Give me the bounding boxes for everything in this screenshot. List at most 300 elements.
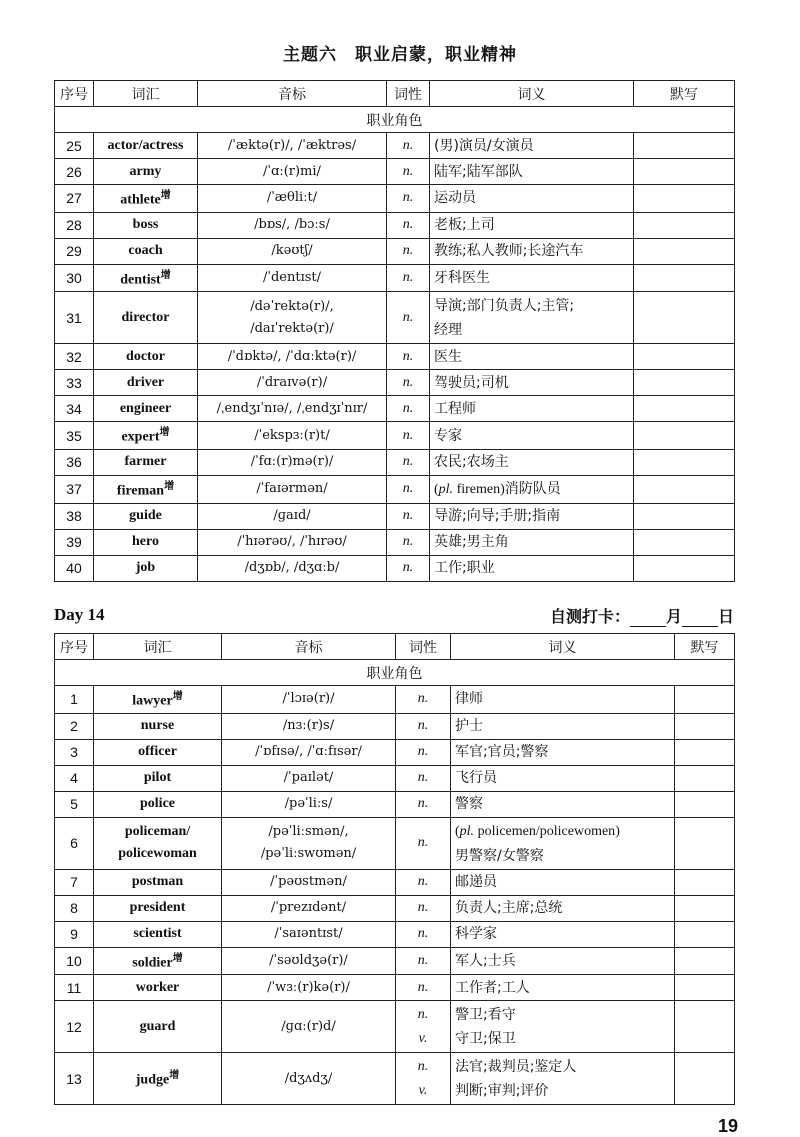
header-row (55, 634, 735, 660)
table-body-1 (55, 107, 735, 582)
meaning: 负责人;主席;总统 (455, 900, 563, 917)
phonetic-cell (222, 791, 396, 817)
pos-cell (387, 159, 430, 185)
meaning: 律师 (455, 691, 483, 708)
meaning-cell (451, 765, 675, 791)
phonetic: /ˈdraɪvə(r)/ (256, 374, 328, 390)
table-body-2 (55, 660, 735, 1105)
header-row (55, 81, 735, 107)
phonetic-cell (198, 422, 387, 450)
meaning-cell (451, 739, 675, 765)
vocab-word: worker (135, 979, 180, 995)
table-row (55, 344, 735, 370)
meaning-cell (451, 817, 675, 869)
dictation-blank[interactable] (675, 947, 735, 975)
pos-cell (387, 238, 430, 264)
meaning-cell (451, 1053, 675, 1105)
pos-cell (396, 975, 451, 1001)
phonetic: /ˈsəʊldʒə(r)/ (269, 952, 348, 968)
phonetic-cell (222, 1001, 396, 1053)
phonetic-cell (198, 292, 387, 344)
phonetic: /pəˈliːs/ (284, 796, 333, 812)
meaning-cell (430, 396, 634, 422)
header-word: 词汇 (94, 81, 198, 107)
word-cell (94, 947, 222, 975)
phonetic-cell (198, 344, 387, 370)
meaning: 工程师 (434, 400, 476, 417)
word-cell (94, 895, 222, 921)
pos-cell (387, 344, 430, 370)
table-row (55, 475, 735, 503)
dictation-blank[interactable] (634, 370, 735, 396)
added-word-tag: 增 (159, 427, 170, 439)
row-number: 34 (55, 396, 94, 422)
table-row (55, 396, 735, 422)
phonetic-cell (198, 159, 387, 185)
dictation-blank[interactable] (634, 238, 735, 264)
vocab-word: army (129, 163, 162, 179)
vocab-word: postman (131, 874, 184, 890)
table-row (55, 1053, 735, 1105)
pos-cell (387, 555, 430, 581)
meaning-cell (430, 475, 634, 503)
part-of-speech: n. (402, 427, 414, 443)
added-word-tag: 增 (169, 1070, 180, 1082)
word-cell (94, 686, 222, 714)
table-row (55, 921, 735, 947)
meaning-cell (430, 344, 634, 370)
meaning: 护士 (455, 718, 483, 735)
vocab-table-2 (54, 633, 735, 1105)
dictation-blank[interactable] (675, 791, 735, 817)
part-of-speech: n. (402, 190, 414, 206)
word-cell (94, 159, 198, 185)
phonetic: /ˈhɪərəʊ/, /ˈhɪrəʊ/ (237, 534, 347, 550)
phonetic: /ɡaɪd/ (273, 508, 311, 524)
row-number: 6 (55, 817, 94, 869)
phonetic-cell (222, 869, 396, 895)
phonetic-cell (222, 947, 396, 975)
section-label: 职业角色 (55, 107, 735, 133)
vocab-word: soldier (132, 955, 173, 971)
vocab-word: fireman (116, 483, 165, 499)
meaning: 飞行员 (455, 770, 497, 787)
pos-cell (387, 292, 430, 344)
meaning: 教练;私人教师;长途汽车 (434, 243, 584, 260)
dictation-blank[interactable] (675, 713, 735, 739)
table-row (55, 555, 735, 581)
part-of-speech: n. (402, 400, 414, 416)
meaning: 专家 (434, 427, 462, 444)
vocab-word: coach (128, 243, 163, 259)
dictation-blank[interactable] (634, 344, 735, 370)
meaning: 工作者;工人 (455, 979, 530, 996)
vocab-word: farmer (124, 454, 167, 470)
phonetic-cell (222, 975, 396, 1001)
meaning-cell (430, 292, 634, 344)
phonetic: /ˈpəʊstmən/ (270, 874, 347, 890)
meaning: 军官;官员;警察 (455, 744, 549, 761)
phonetic: /ˈprezɪdənt/ (270, 900, 347, 916)
vocab-word: nurse (140, 718, 175, 734)
part-of-speech: n. (417, 835, 429, 851)
pos-cell (396, 713, 451, 739)
pos-cell (387, 422, 430, 450)
dictation-blank[interactable] (675, 975, 735, 1001)
row-number: 36 (55, 449, 94, 475)
phonetic-cell (198, 133, 387, 159)
month-blank[interactable] (630, 610, 666, 627)
dictation-blank[interactable] (634, 264, 735, 292)
dictation-blank[interactable] (634, 185, 735, 213)
row-number: 32 (55, 344, 94, 370)
meaning-cell (430, 503, 634, 529)
meaning-cell (430, 264, 634, 292)
part-of-speech: n. (402, 508, 414, 524)
pos-cell (396, 1053, 451, 1105)
table-row (55, 212, 735, 238)
word-cell (94, 133, 198, 159)
meaning-cell (430, 159, 634, 185)
pos-cell (387, 529, 430, 555)
part-of-speech: n. (402, 137, 414, 153)
phonetic: /ˈæktə(r)/, /ˈæktrəs/ (227, 137, 357, 153)
row-number: 8 (55, 895, 94, 921)
pos-cell (396, 947, 451, 975)
meaning: 医生 (434, 348, 462, 365)
row-number: 38 (55, 503, 94, 529)
meaning: (男)演员/女演员 (434, 137, 534, 154)
phonetic: /ˈæθliːt/ (266, 190, 318, 206)
table-row (55, 947, 735, 975)
word-cell (94, 292, 198, 344)
table-row (55, 975, 735, 1001)
dictation-blank[interactable] (675, 895, 735, 921)
dictation-blank[interactable] (634, 292, 735, 344)
phonetic: /ˈlɔɪə(r)/ (282, 691, 335, 707)
row-number: 40 (55, 555, 94, 581)
phonetic-cell (198, 529, 387, 555)
part-of-speech: n. (417, 718, 429, 734)
meaning-cell (451, 869, 675, 895)
dictation-blank[interactable] (634, 503, 735, 529)
plural-abbr: pl. (459, 823, 475, 839)
row-number: 35 (55, 422, 94, 450)
vocab-word: pilot (143, 770, 172, 786)
table-row (55, 1001, 735, 1053)
table-row (55, 686, 735, 714)
word-cell (94, 975, 222, 1001)
dictation-blank[interactable] (675, 686, 735, 714)
meaning: 运动员 (434, 190, 476, 207)
row-number: 10 (55, 947, 94, 975)
vocab-word: athlete (120, 192, 161, 208)
header-no: 序号 (55, 634, 94, 660)
vocab-word: scientist (133, 926, 182, 942)
dictation-blank[interactable] (634, 212, 735, 238)
word-cell (94, 921, 222, 947)
table-row (55, 133, 735, 159)
vocab-word: actor/actress (107, 137, 184, 153)
page-number: 19 (717, 1116, 738, 1136)
phonetic-cell (222, 739, 396, 765)
meaning: 老板;上司 (434, 217, 495, 234)
meaning-cell (430, 449, 634, 475)
part-of-speech: n. (417, 1058, 429, 1074)
meaning: 消防队员 (504, 480, 561, 497)
vocab-table-1 (54, 80, 735, 582)
page-title: 主题六 职业启蒙，职业精神 (283, 45, 517, 65)
dictation-blank[interactable] (675, 1001, 735, 1053)
pos-cell (396, 739, 451, 765)
header-meaning: 词义 (430, 81, 634, 107)
pos-cell (387, 370, 430, 396)
header-word: 词汇 (94, 634, 222, 660)
row-number: 5 (55, 791, 94, 817)
plural-form: policemen/policewomen (477, 823, 616, 839)
phonetic-cell (222, 895, 396, 921)
pos-cell (396, 686, 451, 714)
word-cell (94, 713, 222, 739)
meaning: 法官;裁判员;鉴定人 (455, 1058, 577, 1075)
part-of-speech: n. (402, 560, 414, 576)
part-of-speech: n. (402, 348, 414, 364)
row-number: 30 (55, 264, 94, 292)
vocab-word: officer (138, 744, 177, 760)
row-number: 7 (55, 869, 94, 895)
dictation-blank[interactable] (675, 817, 735, 869)
pos-cell (387, 133, 430, 159)
row-number: 31 (55, 292, 94, 344)
header-ipa: 音标 (222, 634, 396, 660)
part-of-speech: n. (417, 691, 429, 707)
table-row (55, 292, 735, 344)
part-of-speech: n. (417, 926, 429, 942)
part-of-speech: n. (417, 874, 429, 890)
part-of-speech: n. (402, 534, 414, 550)
dictation-blank[interactable] (634, 529, 735, 555)
plural-note: (pl. firemen) (434, 481, 505, 497)
meaning-alt: 经理 (434, 321, 462, 338)
table-row (55, 370, 735, 396)
day-blank[interactable] (682, 610, 718, 627)
phonetic-cell (222, 765, 396, 791)
phonetic: /ˈdɒktə/, /ˈdɑːktə(r)/ (227, 348, 357, 364)
vocab-word: dentist (120, 272, 161, 288)
part-of-speech: n. (417, 770, 429, 786)
header-dictation: 默写 (675, 634, 735, 660)
word-cell (94, 555, 198, 581)
vocab-word: police (140, 796, 175, 812)
dictation-blank[interactable] (634, 422, 735, 450)
dictation-blank[interactable] (634, 159, 735, 185)
added-word-tag: 增 (172, 952, 183, 964)
table-row (55, 895, 735, 921)
pos-cell (396, 817, 451, 869)
plural-note: (pl. policemen/policewomen) (455, 823, 620, 839)
section-label: 职业角色 (55, 660, 735, 686)
meaning: 农民;农场主 (434, 454, 509, 471)
meaning: 导演;部门负责人;主管; (434, 297, 575, 314)
phonetic: /dʒʌdʒ/ (284, 1070, 333, 1086)
meaning-cell (430, 370, 634, 396)
vocab-word: director (121, 309, 170, 325)
phonetic: /ɡɑː(r)d/ (281, 1018, 336, 1034)
pos-cell (387, 185, 430, 213)
dictation-blank[interactable] (675, 765, 735, 791)
vocab-word: doctor (126, 348, 165, 364)
row-number: 3 (55, 739, 94, 765)
table-row (55, 449, 735, 475)
meaning-cell (451, 921, 675, 947)
added-word-tag: 增 (164, 480, 175, 492)
meaning: 科学家 (455, 926, 497, 943)
vocab-word: guard (139, 1018, 176, 1034)
added-word-tag: 增 (172, 691, 183, 702)
meaning: 邮递员 (455, 874, 497, 891)
word-cell (94, 765, 222, 791)
pos-cell (387, 396, 430, 422)
phonetic: /ˈekspɜː(r)t/ (254, 427, 330, 443)
word-cell (94, 739, 222, 765)
meaning-cell (451, 1001, 675, 1053)
pos-cell (387, 212, 430, 238)
table-row (55, 529, 735, 555)
phonetic: /ˌendʒɪˈnɪə/, /ˌendʒɪˈnɪr/ (216, 400, 368, 416)
meaning: 军人;士兵 (455, 952, 516, 969)
vocab-word-alt: policewoman (118, 846, 197, 862)
vocab-word: guide (129, 508, 162, 524)
meaning-cell (451, 947, 675, 975)
meaning-cell (451, 975, 675, 1001)
table-row (55, 869, 735, 895)
meaning: 英雄;男主角 (434, 534, 509, 551)
day-label: Day 14 (54, 605, 105, 624)
part-of-speech: n. (417, 796, 429, 812)
phonetic: /bɒs/, /bɔːs/ (254, 217, 330, 233)
plural-form: firemen (456, 481, 501, 497)
vocab-word: judge (135, 1073, 170, 1089)
table-row (55, 503, 735, 529)
row-number: 28 (55, 212, 94, 238)
phonetic: /ˈɑː(r)mi/ (263, 163, 321, 179)
meaning: 警察 (455, 796, 483, 813)
word-cell (94, 396, 198, 422)
meaning: 警卫;看守 (455, 1006, 516, 1023)
phonetic: /ˈwɜː(r)kə(r)/ (267, 979, 350, 995)
table-row (55, 791, 735, 817)
header-meaning: 词义 (451, 634, 675, 660)
dictation-blank[interactable] (675, 739, 735, 765)
month-label: 月 (665, 607, 682, 626)
row-number: 1 (55, 686, 94, 714)
part-of-speech: n. (417, 744, 429, 760)
word-cell (94, 503, 198, 529)
phonetic-alt: /daɪˈrektə(r)/ (250, 320, 334, 336)
phonetic-cell (198, 370, 387, 396)
phonetic: /pəˈliːsmən/, (268, 824, 349, 840)
word-cell (94, 817, 222, 869)
phonetic-cell (198, 475, 387, 503)
phonetic: /ˈdentɪst/ (263, 269, 321, 285)
meaning-cell (430, 422, 634, 450)
pos-cell (387, 503, 430, 529)
phonetic-cell (198, 185, 387, 213)
part-of-speech: n. (402, 269, 414, 285)
word-cell (94, 1001, 222, 1053)
vocab-word: policeman/ (124, 824, 191, 840)
row-number: 26 (55, 159, 94, 185)
phonetic-cell (222, 686, 396, 714)
part-of-speech: n. (417, 900, 429, 916)
part-of-speech: n. (417, 1006, 429, 1022)
meaning: 驾驶员;司机 (434, 374, 509, 391)
pos-cell (396, 895, 451, 921)
table-row (55, 713, 735, 739)
dictation-blank[interactable] (634, 555, 735, 581)
vocab-word: president (129, 900, 186, 916)
meaning-cell (430, 238, 634, 264)
phonetic: /nɜː(r)s/ (282, 718, 335, 734)
table-row (55, 185, 735, 213)
phonetic-alt: /pəˈliːswʊmən/ (260, 846, 357, 862)
part-of-speech: n. (402, 309, 414, 325)
phonetic: /ˈpaɪlət/ (283, 770, 334, 786)
header-no: 序号 (55, 81, 94, 107)
dictation-blank[interactable] (675, 921, 735, 947)
dictation-blank[interactable] (675, 1053, 735, 1105)
phonetic-cell (222, 1053, 396, 1105)
dictation-blank[interactable] (634, 396, 735, 422)
meaning-alt: 守卫;保卫 (455, 1030, 516, 1047)
vocab-word: engineer (119, 400, 172, 416)
part-of-speech: n. (417, 952, 429, 968)
phonetic-cell (198, 449, 387, 475)
added-word-tag: 增 (160, 190, 171, 201)
phonetic: /ˈsaɪəntɪst/ (274, 926, 343, 942)
self-check-in (550, 604, 734, 627)
dictation-blank[interactable] (675, 869, 735, 895)
part-of-speech-alt: v. (418, 1030, 428, 1046)
phonetic-cell (222, 817, 396, 869)
table-row (55, 238, 735, 264)
part-of-speech: n. (402, 243, 414, 259)
part-of-speech: n. (402, 163, 414, 179)
phonetic-cell (198, 396, 387, 422)
word-cell (94, 529, 198, 555)
row-number: 12 (55, 1001, 94, 1053)
meaning: 导游;向导;手册;指南 (434, 508, 561, 525)
meaning-cell (451, 791, 675, 817)
phonetic-cell (222, 921, 396, 947)
section-row (55, 660, 735, 686)
pos-cell (396, 791, 451, 817)
phonetic: /ˈfaɪərmən/ (256, 481, 328, 497)
phonetic-cell (198, 555, 387, 581)
dictation-blank[interactable] (634, 449, 735, 475)
word-cell (94, 238, 198, 264)
vocab-word: expert (121, 429, 160, 445)
phonetic-cell (222, 713, 396, 739)
vocab-word: lawyer (132, 693, 173, 709)
table-row (55, 739, 735, 765)
pos-cell (396, 765, 451, 791)
phonetic-cell (198, 212, 387, 238)
word-cell (94, 185, 198, 213)
dictation-blank[interactable] (634, 475, 735, 503)
meaning-cell (430, 555, 634, 581)
dictation-blank[interactable] (634, 133, 735, 159)
